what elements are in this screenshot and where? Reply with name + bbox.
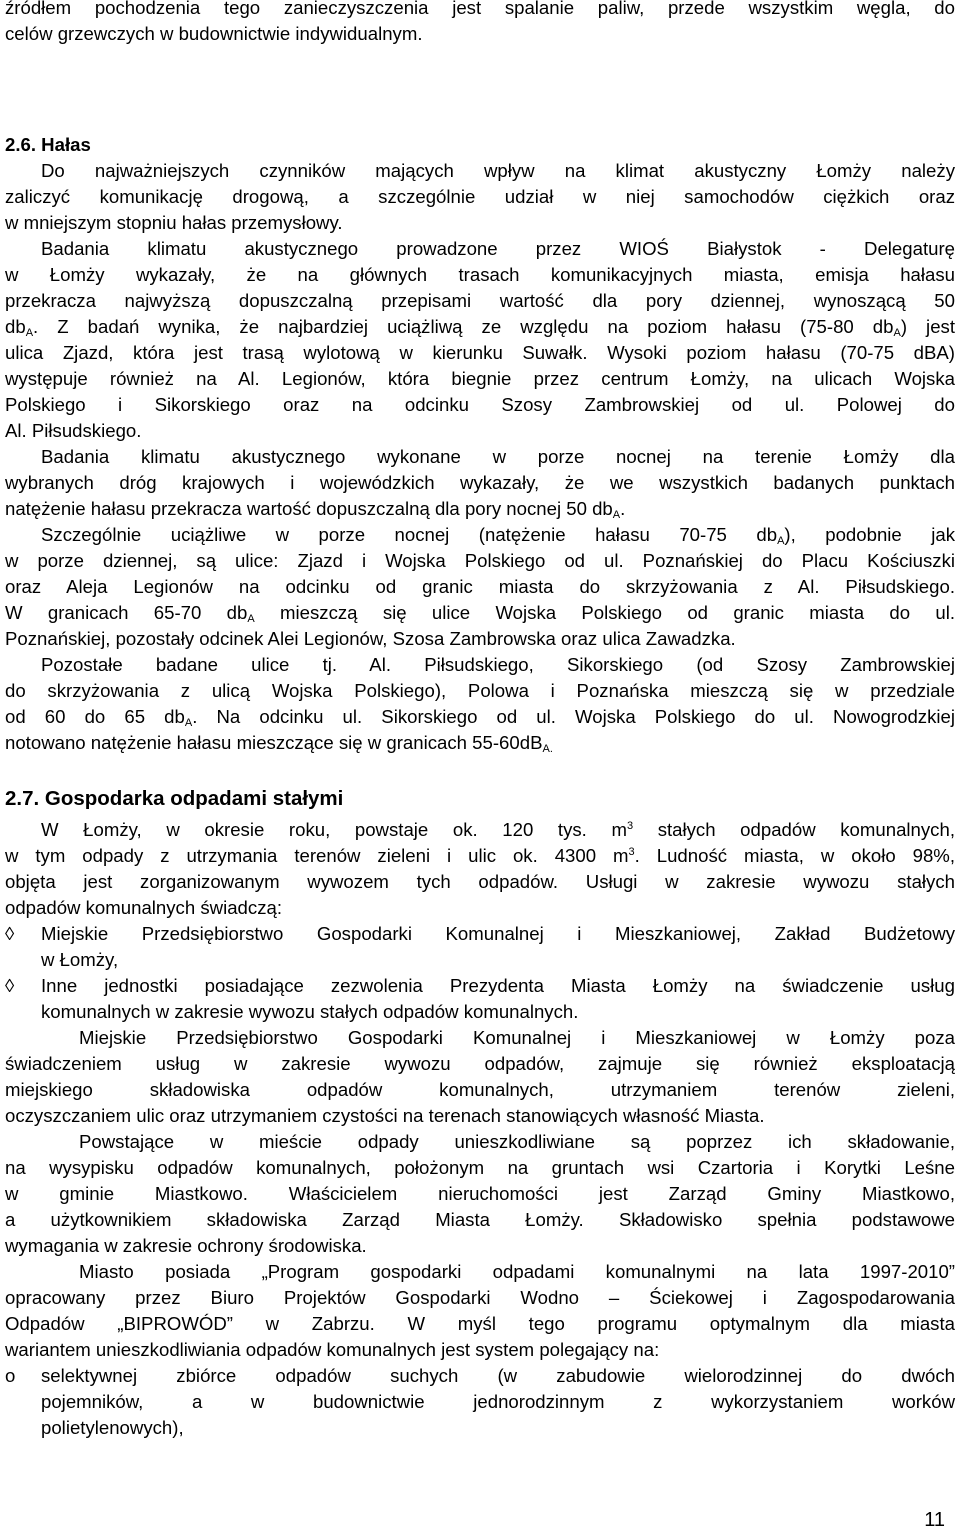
- paragraph: [5, 817, 955, 921]
- text-fragment: db: [5, 316, 26, 337]
- text-line: do skrzyżowania z ulicą Wojska Polskiego), Polowa i Poznańska mieszczą się w przedziale: [5, 680, 955, 701]
- text-fragment: stałych odpadów komunalnych,: [633, 819, 955, 840]
- text-line: [5, 730, 955, 756]
- text-line: a użytkownikiem składowiska Zarząd Miasta Łomży. Składowisko spełnia podstawowe: [5, 1209, 955, 1230]
- page-number: 11: [924, 1509, 945, 1531]
- section-heading: 2.7. Gospodarka odpadami stałymi: [5, 787, 344, 810]
- text-line: [5, 314, 955, 340]
- text-fragment: Szczególnie uciążliwe w porze nocnej (natężenie hałasu 70-75 db: [41, 524, 778, 545]
- text-line: w gminie Miastkowo. Właścicielem nieruchomości jest Zarząd Gminy Miastkowo,: [5, 1183, 955, 1204]
- paragraph: [5, 522, 955, 652]
- unit-subscript: A: [612, 509, 621, 521]
- paragraph: [5, 158, 955, 236]
- text-line: selektywnej zbiórce odpadów suchych (w zabudowie wielorodzinnej do dwóch: [41, 1365, 955, 1386]
- paragraph: [5, 652, 955, 756]
- text-line: objęta jest zorganizowanym wywozem tych odpadów. Usługi w zakresie wywozu stałych: [5, 871, 955, 892]
- text-fragment: . Ludność miasta, w około 98%,: [634, 845, 955, 866]
- text-line: miejskiego składowiska odpadów komunalnych, utrzymaniem terenów zieleni,: [5, 1079, 955, 1100]
- text-line: komunalnych w zakresie wywozu stałych odpadów komunalnych.: [41, 1001, 579, 1022]
- circle-bullet-icon: o: [5, 1365, 16, 1386]
- text-line: Inne jednostki posiadające zezwolenia Prezydenta Miasta Łomży na świadczenie usług: [41, 975, 955, 996]
- text-line: polietylenowych),: [41, 1417, 184, 1438]
- paragraph: [5, 1025, 955, 1129]
- list-item: [5, 973, 955, 1025]
- text-line: wybranych dróg krajowych i wojewódzkich wykazały, że we wszystkich badanych punktach: [5, 472, 955, 493]
- paragraph: [5, 236, 955, 444]
- text-fragment: w tym odpady z utrzymania terenów zieleni i ulic ok. 4300 m: [5, 845, 629, 866]
- text-line: Pozostałe badane ulice tj. Al. Piłsudskiego, Sikorskiego (od Szosy Zambrowskiej: [41, 654, 955, 675]
- text-fragment: od 60 do 65 db: [5, 706, 185, 727]
- intro-line: celów grzewczych w budownictwie indywidualnym.: [5, 23, 423, 44]
- text-line: Badania klimatu akustycznego wykonane w porze nocnej na terenie Łomży dla: [41, 446, 955, 467]
- text-line: [5, 843, 955, 869]
- text-line: wymagania w zakresie ochrony środowiska.: [5, 1235, 367, 1256]
- text-line: wariantem unieszkodliwiania odpadów komunalnych jest system polegający na:: [5, 1339, 660, 1360]
- unit-subscript: A: [247, 613, 255, 625]
- text-line: w Łomży wykazały, że na głównych trasach komunikacyjnych miasta, emisja hałasu: [5, 264, 955, 285]
- text-line: Badania klimatu akustycznego prowadzone przez WIOŚ Białystok - Delegaturę: [41, 238, 955, 259]
- text-line: [5, 817, 955, 843]
- text-line: opracowany przez Biuro Projektów Gospodarki Wodno – Ściekowej i Zagospodarowania: [5, 1287, 955, 1308]
- text-line: w Łomży,: [41, 949, 119, 970]
- text-line: Miasto posiada „Program gospodarki odpadami komunalnymi na lata 1997-2010”: [79, 1261, 955, 1282]
- text-line: [5, 704, 955, 730]
- unit-subscript: A: [25, 327, 34, 339]
- unit-subscript: A: [777, 535, 785, 547]
- intro-line: źródłem pochodzenia tego zanieczyszczenia jest spalanie paliw, przede wszystkim węgla, do: [5, 0, 955, 18]
- text-line: w mniejszym stopniu hałas przemysłowy.: [5, 212, 343, 233]
- text-fragment: .: [620, 498, 626, 519]
- section-heading: 2.6. Hałas: [5, 134, 91, 155]
- text-fragment: notowano natężenie hałasu mieszczące się w granicach 55-60dB: [5, 732, 543, 753]
- text-line: Poznańskiej, pozostały odcinek Alei Legionów, Szosa Zambrowska oraz ulica Zawadzka.: [5, 628, 736, 649]
- section-2-7: [5, 785, 955, 1441]
- text-fragment: W granicach 65-70 db: [5, 602, 248, 623]
- text-line: zaliczyć komunikację drogową, a szczególnie udział w niej samochodów ciężkich oraz: [5, 186, 955, 207]
- paragraph: [5, 1129, 955, 1259]
- text-fragment: . Z badań wynika, że najbardziej uciążliwą ze względu na poziom hałasu (75-80 db: [33, 316, 894, 337]
- list-item: [5, 1363, 955, 1441]
- text-line: odpadów komunalnych świadczą:: [5, 897, 282, 918]
- text-line: świadczeniem usług w zakresie wywozu odpadów, zajmuje się również eksploatacją: [5, 1053, 955, 1074]
- text-line: Do najważniejszych czynników mających wpływ na klimat akustyczny Łomży należy: [41, 160, 955, 181]
- text-line: Polskiego i Sikorskiego oraz na odcinku Szosy Zambrowskiej od ul. Polowej do: [5, 394, 955, 415]
- unit-subscript: A: [184, 717, 193, 729]
- text-line: [5, 522, 955, 548]
- paragraph: [5, 444, 955, 522]
- text-line: w porze dziennej, są ulice: Zjazd i Wojska Polskiego od ul. Poznańskiej do Placu Kościuszki: [5, 550, 955, 571]
- unit-superscript: 3: [626, 820, 634, 832]
- unit-subscript: A.: [542, 743, 553, 755]
- text-fragment: natężenie hałasu przekracza wartość dopuszczalną dla pory nocnej 50 db: [5, 498, 613, 519]
- text-line: Miejskie Przedsiębiorstwo Gospodarki Komunalnej i Mieszkaniowej w Łomży poza: [79, 1027, 955, 1048]
- text-line: oraz Aleja Legionów na odcinku od granic miasta do skrzyżowania z Al. Piłsudskiego.: [5, 576, 955, 597]
- text-line: na wysypisku odpadów komunalnych, położonym na gruntach wsi Czartoria i Korytki Leśne: [5, 1157, 955, 1178]
- list-item: [5, 921, 955, 973]
- text-line: ulica Zjazd, która jest trasą wylotową w kierunku Suwałk. Wysoki poziom hałasu (70-75 dBA): [5, 342, 955, 363]
- text-fragment: ) jest: [900, 316, 955, 337]
- text-fragment: . Na odcinku ul. Sikorskiego od ul. Wojska Polskiego do ul. Nowogrodzkiej: [192, 706, 955, 727]
- intro-paragraph: [5, 0, 955, 47]
- text-line: Miejskie Przedsiębiorstwo Gospodarki Komunalnej i Mieszkaniowej, Zakład Budżetowy: [41, 923, 955, 944]
- paragraph: [5, 1259, 955, 1363]
- text-fragment: ), podobnie jak: [784, 524, 955, 545]
- text-line: przekracza najwyższą dopuszczalną przepisami wartość dla pory dziennej, wynoszącą 50: [5, 290, 955, 311]
- text-fragment: mieszczą się ulice Wojska Polskiego od granic miasta do ul.: [254, 602, 955, 623]
- text-fragment: W Łomży, w okresie roku, powstaje ok. 120 tys. m: [41, 819, 627, 840]
- unit-superscript: 3: [628, 846, 635, 858]
- unit-subscript: A: [893, 327, 901, 339]
- text-line: [5, 600, 955, 626]
- text-line: oczyszczaniem ulic oraz utrzymaniem czystości na terenach stanowiących własność Miasta.: [5, 1105, 765, 1126]
- text-line: Al. Piłsudskiego.: [5, 420, 142, 441]
- text-line: Powstające w mieście odpady unieszkodliwiane są poprzez ich składowanie,: [79, 1131, 955, 1152]
- document-page: [5, 0, 955, 1534]
- section-2-6: [5, 132, 955, 756]
- text-line: pojemników, a w budownictwie jednorodzinnym z wykorzystaniem worków: [41, 1391, 955, 1412]
- text-line: Odpadów „BIPROWÓD” w Zabrzu. W myśl tego programu optymalnym dla miasta: [5, 1313, 955, 1334]
- text-line: [5, 496, 955, 522]
- text-line: występuje również na Al. Legionów, która biegnie przez centrum Łomży, na ulicach Wojska: [5, 368, 955, 389]
- diamond-bullet-icon: ◊: [5, 923, 15, 944]
- diamond-bullet-icon: ◊: [5, 975, 15, 996]
